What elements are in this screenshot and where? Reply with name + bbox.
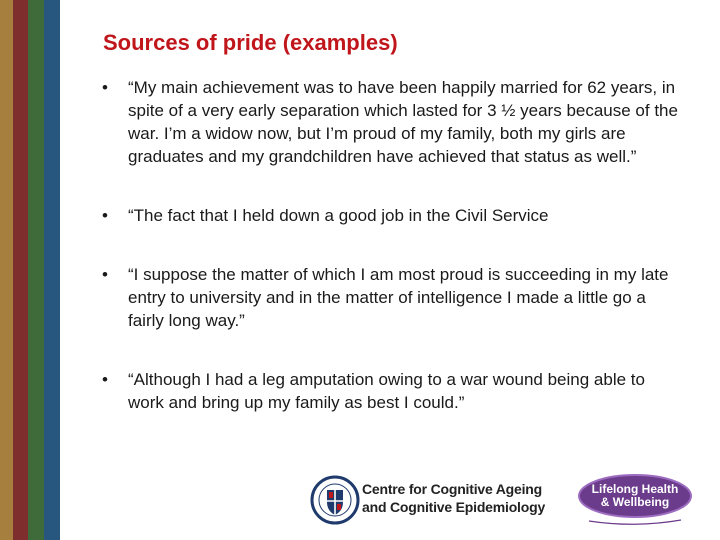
bullet-item (100, 76, 680, 168)
bullet-marker: • (102, 78, 108, 97)
bullet-list (100, 76, 680, 414)
bullet-item (100, 368, 680, 414)
stripe-green (28, 0, 44, 540)
bullet-text: “The fact that I held down a good job in the Civil Service (128, 206, 549, 225)
lifelong-health-wellbeing-logo (575, 472, 700, 528)
bullet-item (100, 204, 680, 227)
decorative-side-stripes (0, 0, 60, 540)
stripe-maroon (13, 0, 28, 540)
bullet-marker: • (102, 206, 108, 225)
footer-logos (300, 470, 710, 530)
bullet-text: “Although I had a leg amputation owing to a war wound being able to work and bring up my family as best I could.” (128, 370, 645, 412)
bullet-marker: • (102, 370, 108, 389)
bullet-item (100, 263, 680, 332)
centre-name-line-1: Centre for Cognitive Ageing (362, 481, 542, 497)
centre-name-line-2: and Cognitive Epidemiology (362, 499, 546, 515)
university-crest-logo (310, 474, 360, 526)
bullet-text: “My main achievement was to have been happily married for 62 years, in spite of a very early separation which lasted for 3 ½ years because of the war. I’m a widow now, but I’m proud of my family, both my girls are graduates and my grandchildren have achieved that status as well.” (128, 78, 678, 166)
stripe-blue (44, 0, 60, 540)
bullet-marker: • (102, 265, 108, 284)
lhw-line-1: Lifelong Health (591, 482, 679, 496)
bullet-text: “I suppose the matter of which I am most proud is succeeding in my late entry to university and in the matter of intelligence I made a little go a fairly long way.” (128, 265, 669, 330)
slide-title: Sources of pride (examples) (103, 30, 398, 55)
centre-name-logo-text (362, 480, 545, 516)
lhw-line-2: & Wellbeing (600, 495, 670, 509)
stripe-gold (0, 0, 13, 540)
